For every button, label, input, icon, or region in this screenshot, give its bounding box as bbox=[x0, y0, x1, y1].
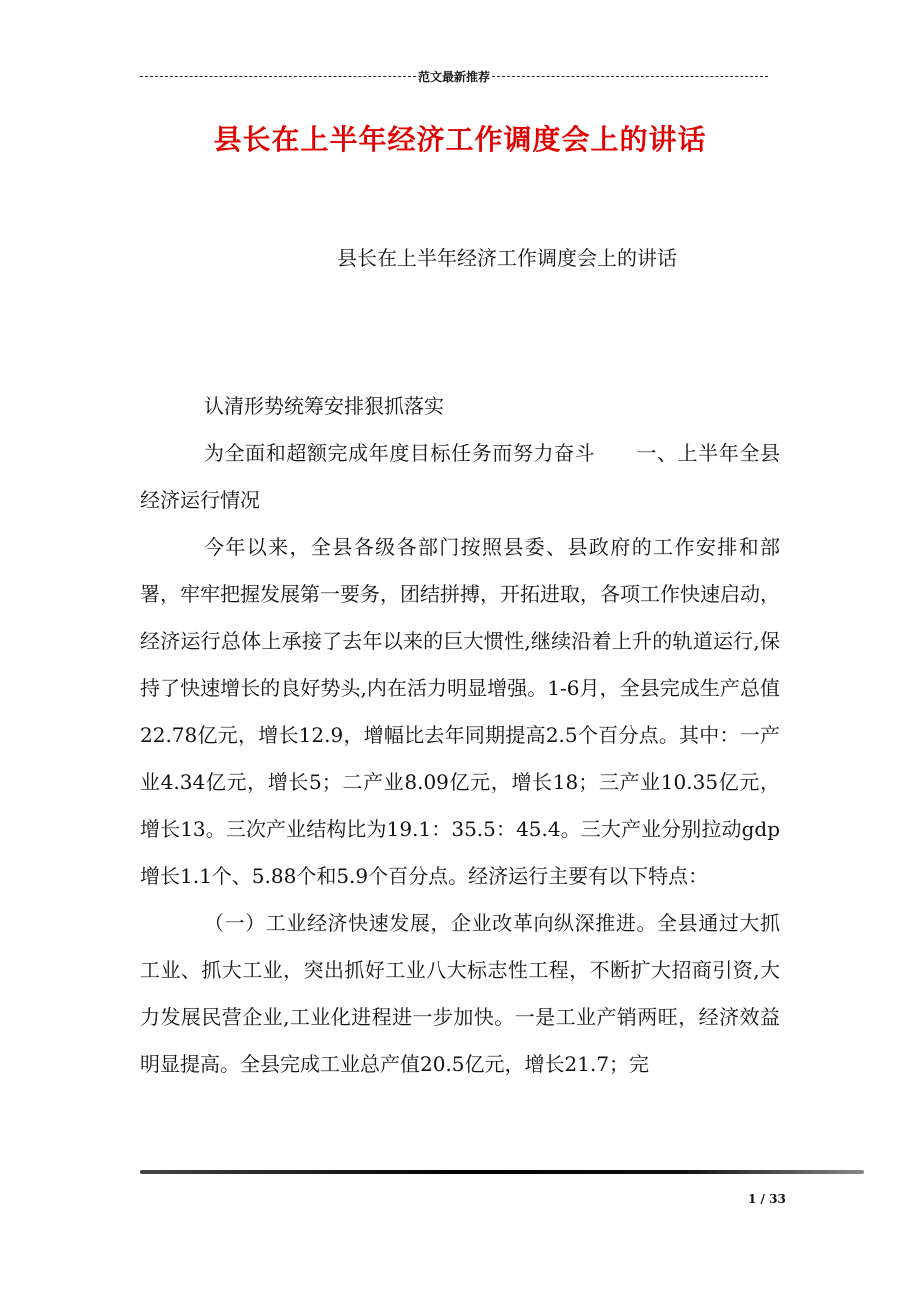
paragraph: 为全面和超额完成年度目标任务而努力奋斗 一、上半年全县经济运行情况 bbox=[140, 441, 780, 512]
footer-rule bbox=[140, 1170, 864, 1174]
paragraph: 认清形势统筹安排狠抓落实 bbox=[204, 394, 444, 418]
document-title: 县长在上半年经济工作调度会上的讲话 bbox=[213, 123, 707, 156]
paragraph: （一）工业经济快速发展，企业改革向纵深推进。全县通过大抓工业、抓大工业，突出抓好工业八大标志性工程，不断扩大招商引资,大力发展民营企业,工业化进程进一步加快。一是工业产销两旺，经济效益明显提高。全县完成工业总产值20.5亿元，增长21.7；完 bbox=[140, 911, 780, 1076]
page-number: 1 / 33 bbox=[748, 1192, 786, 1206]
header-dash-right bbox=[492, 76, 768, 77]
document-body bbox=[140, 383, 780, 1088]
document-subtitle: 县长在上半年经济工作调度会上的讲话 bbox=[337, 246, 677, 270]
paragraph: 今年以来，全县各级各部门按照县委、县政府的工作安排和部署，牢牢把握发展第一要务，团结拼搏，开拓进取，各项工作快速启动，经济运行总体上承接了去年以来的巨大惯性,继续沿着上升的轨道运行,保持了快速增长的良好势头,内在活力明显增强。1-6月，全县完成生产总值22.78亿元，增长12.9，增幅比去年同期提高2.5个百分点。其中：一产业4.34亿元，增长5；二产业8.09亿元，增长18；三产业10.35亿元，增长13。三次产业结构比为19.1：35.5：45.4。三大产业分别拉动gdp增长1.1个、5.88个和5.9个百分点。经济运行主要有以下特点： bbox=[140, 535, 780, 888]
header-banner bbox=[140, 68, 768, 84]
header-dash-left bbox=[140, 76, 416, 77]
header-banner-text: 范文最新推荐 bbox=[418, 69, 491, 84]
